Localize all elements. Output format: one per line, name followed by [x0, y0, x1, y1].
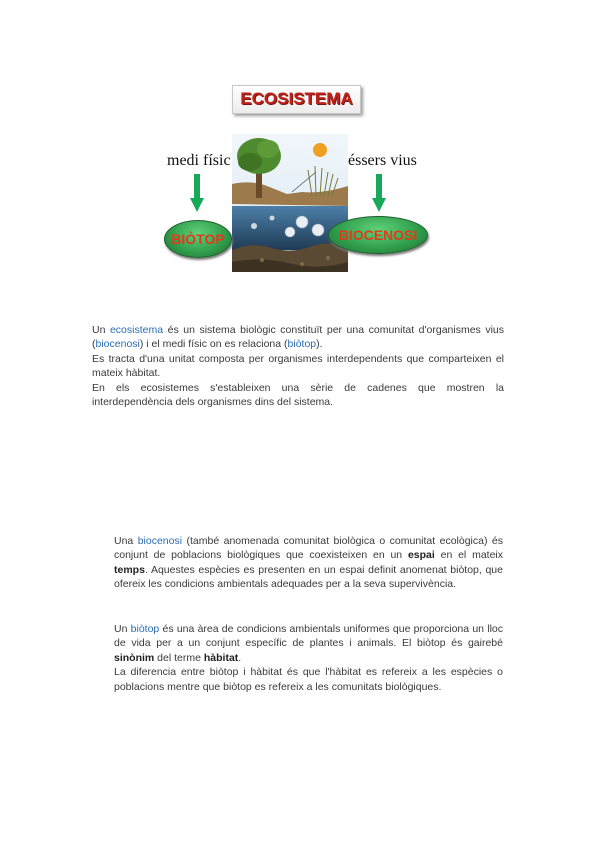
figure-title: ECOSISTEMA — [240, 89, 353, 108]
biocenosis-definition-paragraph — [114, 534, 503, 592]
living-beings-label: éssers vius — [348, 152, 417, 169]
ecosystem-definition-paragraph — [92, 323, 504, 411]
term-biotop: biòtop — [130, 622, 160, 635]
text-run: Un — [114, 622, 131, 635]
text-run: del terme — [154, 651, 204, 664]
text-line: Es tracta d'una unitat composta per organismes interdependents que comparteixen el mateix hàbitat. — [92, 352, 504, 380]
down-arrow-icon — [190, 174, 204, 212]
biotope-definition-paragraph — [114, 622, 503, 695]
biocenosis-oval-label: BIOCENOSI — [338, 227, 418, 243]
text-run: Un — [92, 323, 110, 336]
text-run: ). — [316, 338, 323, 351]
text-run: en el mateix — [434, 549, 503, 562]
bold-term-sinonim: sinònim — [114, 651, 155, 664]
text-run: és una àrea de condicions ambientals uniformes que proporciona un lloc de vida per a un conjunt específic de plantes i animals. El biòtop és gairebé — [114, 622, 503, 650]
text-line: La diferencia entre biòtop i hàbitat és que l'hàbitat es refereix a les espècies o poblacions mentre que biòtop es refereix a les comunitats biològiques. — [114, 666, 503, 693]
text-run: (també anomenada comunitat biològica o comunitat ecològica) és conjunt de poblacions biològiques que coexisteixen en un — [114, 534, 503, 562]
physical-environment-label: medi físic — [167, 152, 231, 169]
term-biotop: biòtop — [287, 338, 317, 351]
bold-term-habitat: hàbitat — [203, 651, 239, 664]
text-run: . Aquestes espècies es presenten en un espai definit anomenat biòtop, que ofereix les condicions ambientals adequades per a la seva supervivència. — [114, 563, 503, 591]
bold-term-espai: espai — [407, 549, 435, 562]
biotope-oval-label: BIÒTOP — [171, 231, 225, 247]
bold-term-temps: temps — [114, 563, 145, 576]
biocenosis-oval — [328, 216, 428, 254]
down-arrow-icon — [372, 174, 386, 212]
figure-title-box — [232, 85, 361, 114]
ecosystem-figure — [150, 80, 440, 280]
term-biocenosi: biocenosi — [95, 338, 140, 351]
text-run: . — [238, 651, 242, 664]
term-biocenosi: biocenosi — [137, 534, 183, 547]
text-line: En els ecosistemes s'estableixen una sèrie de cadenes que mostren la interdependència dels organismes dins del sistema. — [92, 381, 504, 409]
text-run: ) i el medi físic on es relaciona ( — [139, 338, 288, 351]
text-run: Una — [114, 534, 138, 547]
text-run: és un sistema biològic constituït per una comunitat d'organismes vius ( — [92, 323, 504, 351]
biotope-oval — [164, 220, 232, 258]
term-ecosistema: ecosistema — [109, 323, 164, 336]
